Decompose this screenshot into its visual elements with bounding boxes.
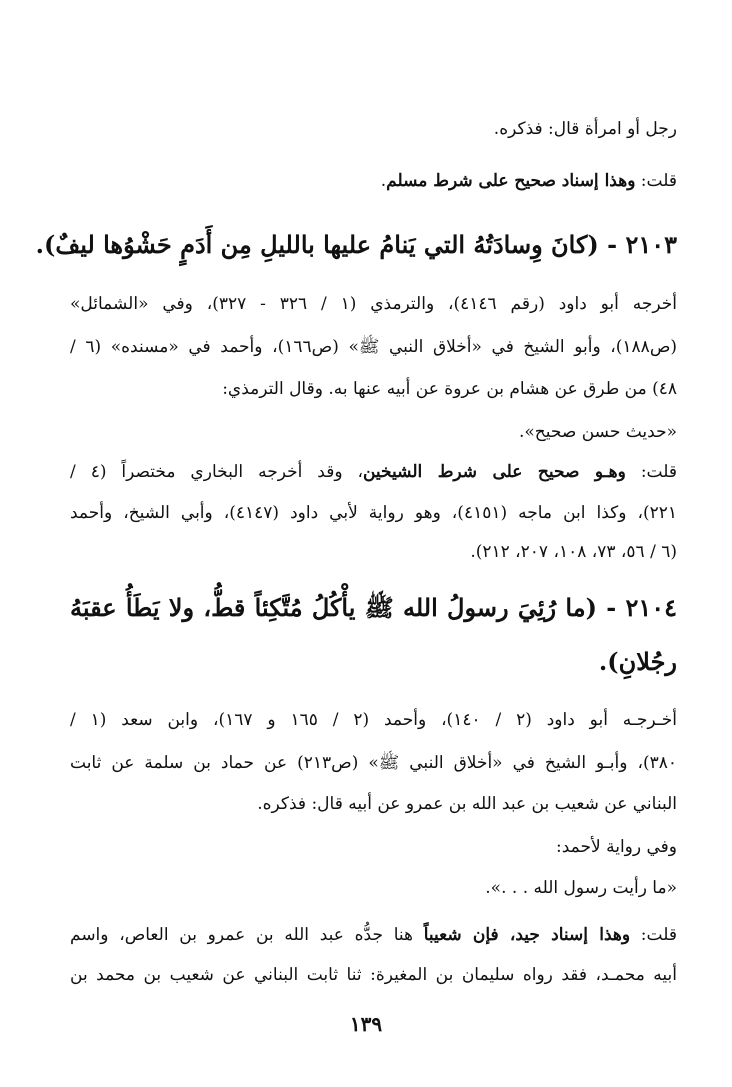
hadith-heading: ٢١٠٤ - (ما رُئِيَ رسولُ الله ﷺ يأْكُلُ مُتَّكِئاً قطُّ، ولا يَطَأُ عقبَهُ	[70, 593, 677, 622]
verdict-bold: وهذا إسناد جيد، فإن شعيباً	[423, 925, 631, 945]
text-line: رجل أو امرأة قال: فذكره.	[493, 119, 677, 139]
text-line: أبيه محمـد، فقد رواه سليمان بن المغيرة: ثنا ثابت البناني عن شعيب بن محمد بن	[70, 965, 677, 985]
verdict-line	[381, 168, 677, 194]
text-line: (ص١٨٨)، وأبو الشيخ في «أخلاق النبي ﷺ» (ص١٦٦)، وأحمد في «مسنده» (٦ /	[70, 337, 678, 357]
verdict-suffix: ، وقد أخرجه البخاري مختصراً (٤ /	[70, 462, 363, 482]
page-number: ١٣٩	[349, 1012, 383, 1036]
text-line: (٦ / ٥٦، ٧٣، ١٠٨، ٢٠٧، ٢١٢).	[470, 542, 677, 562]
quote-line: «ما رأيت رسول الله . . .».	[485, 878, 677, 898]
text-line: أخرجه أبو داود (رقم ٤١٤٦)، والترمذي (١ / ٣٢٦ - ٣٢٧)، وفي «الشمائل»	[70, 294, 677, 314]
text-line: ٣٨٠)، وأبـو الشيخ في «أخلاق النبي ﷺ» (ص٢١٣) عن حماد بن سلمة عن ثابت	[70, 753, 677, 773]
hadith-heading: ٢١٠٣ - (كانَ وِسادَتُهُ التي يَنامُ عليها بالليلِ مِن أَدَمٍ حَشْوُها ليفٌ).	[35, 230, 677, 259]
hadith-heading-continued: رجُلانِ).	[598, 647, 677, 676]
text-line: البناني عن شعيب بن عبد الله بن عمرو عن أبيه قال: فذكره.	[257, 794, 677, 814]
verdict-bold: وهـو صحيح على شرط الشيخين	[362, 462, 626, 482]
text-line: ٢٢١)، وكذا ابن ماجه (٤١٥١)، وهو رواية لأبي داود (٤١٤٧)، وأبي الشيخ، وأحمد	[70, 503, 677, 523]
quote-line: «حديث حسن صحيح».	[519, 422, 677, 442]
verdict-bold: وهذا إسناد صحيح على شرط مسلم	[386, 171, 636, 191]
text-line: وفي رواية لأحمد:	[556, 837, 677, 857]
verdict-suffix: هنا جدُّه عبد الله بن عمرو بن العاص، واسم	[70, 925, 424, 945]
verdict-prefix: قلت:	[630, 925, 677, 945]
verdict-prefix: قلت:	[635, 171, 677, 191]
verdict-prefix: قلت:	[625, 462, 677, 482]
text-line: ٤٨) من طرق عن هشام بن عروة عن أبيه عنها به. وقال الترمذي:	[222, 379, 677, 399]
verdict-line	[70, 459, 677, 485]
verdict-suffix: .	[380, 171, 387, 191]
verdict-line	[70, 922, 677, 948]
text-line: أخـرجـه أبو داود (٢ / ١٤٠)، وأحمد (٢ / ١٦٥ و ١٦٧)، وابن سعد (١ /	[70, 710, 677, 730]
